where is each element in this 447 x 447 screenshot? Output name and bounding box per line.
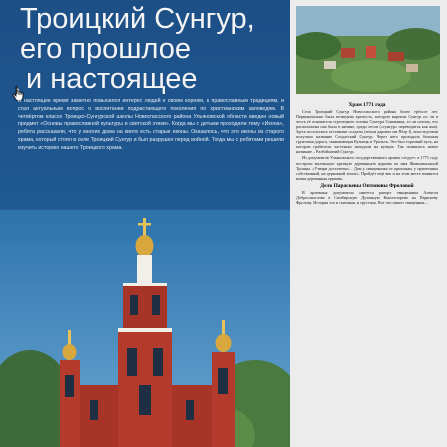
article-title	[20, 4, 255, 94]
church-photo	[0, 210, 290, 447]
village-photo	[296, 6, 440, 94]
intro-paragraph: В настоящее время заметно повысился интерес людей к своим корням, к православным традициям, и стал актуальным вопрос о воспитании подрастающего поколения по христианским заповедям. В четвёртом классе Троицко-Сунгурской школы Новоспасского района Ульяновской области введен новый предмет «Основы православной культуры и светской этики». Когда мы с детьми проходили тему «Икона», ребята рассказали, что у многих дома на киоте есть старые иконы. Оказалось, что это иконы из старого храма, который стоял в селе Троицкий Сунгур и был разрушен перед войной. Тогда мы с ребятами решили изучить историю нашего Троицкого храма.	[18, 98, 284, 151]
title-line-1: Троицкий Сунгур,	[20, 3, 255, 35]
title-line-3: и настоящее	[26, 63, 198, 95]
section-heading: Храм 1771 года	[348, 102, 386, 108]
paragraph: Из документов Ульяновского государственного архива следует: в 1771 году построен маленькую крепкую деревянную церковь во имя Живоначальной Троицы. «Утвари достаточно… Дом у священника от прихожан, у причетника собственный, на церковной земле». Пройдёт ещё век и на этом месте появится новая деревянная церковь.	[296, 155, 438, 181]
paragraph: В архивных документах имеется рапорт священника Алексея Добросмыслова в Симбирскую Духовную Консисторию на Параскеву Фролову. История эта и смешная, и грустная. Вот что пишет священник…	[296, 189, 438, 205]
article-column	[296, 102, 438, 206]
paragraph: Село Троицкий Сунгур Новоспасского района более трёхсот лет. Первоначально была возведена крепость, которую нарекли Сунгур по ли в честь её основателя стрелецкого головы Сунгура Сокованна, то ли потому, что расположена она была в низине, среди лесов («сунгур» переводится как яма). Здесь поселились отставные солдаты (земли даровал им Пётр I), впоследствии получило название Солдатский Сунгур. Через него проходила большая грунтовая дорога, связывающая Кузнецк и Уральск. Это был торговый путь, на котором грабители частенько нападали на купцов. Так появилось новое название – Разбойничий Сунгур.	[296, 108, 438, 155]
title-line-2: его прошлое	[20, 33, 191, 65]
section-heading: Дело Параскевы Онтоновы Фроловой	[320, 182, 414, 189]
right-page	[290, 0, 447, 447]
